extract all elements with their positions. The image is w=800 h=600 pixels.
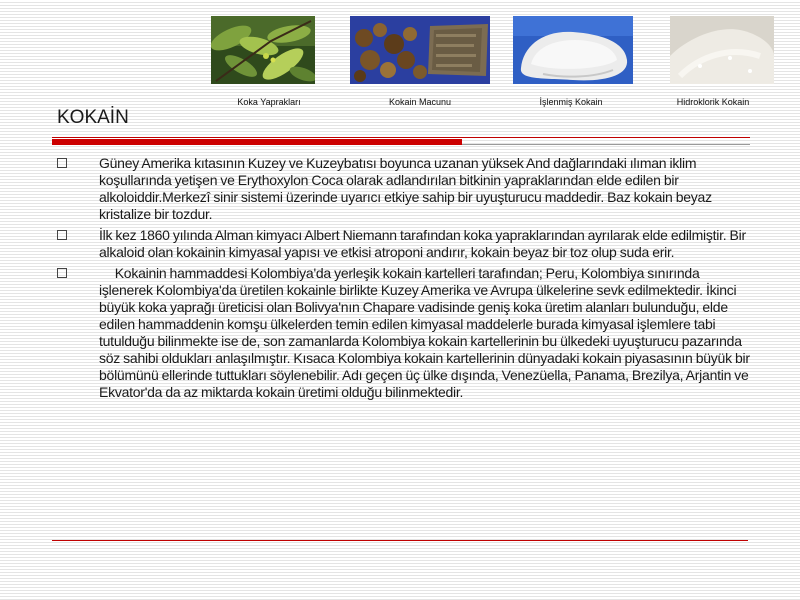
square-bullet-icon bbox=[57, 268, 67, 278]
cocaine-paste-image bbox=[350, 16, 490, 84]
coca-leaves-image bbox=[211, 16, 315, 84]
bullet-item bbox=[52, 155, 752, 223]
image-caption-cocaine-paste: Kokain Macunu bbox=[388, 97, 452, 107]
slide-title: KOKAİN bbox=[57, 107, 129, 128]
bullet-item bbox=[52, 265, 752, 401]
square-bullet-icon bbox=[57, 230, 67, 240]
title-rule-thin bbox=[52, 137, 750, 138]
footer-rule bbox=[52, 540, 748, 541]
bullet-text: İlk kez 1860 yılında Alman kimyacı Albert Niemann tarafından koka yapraklarından ayrılarak elde edilmiştir. Bir alkaloid olan kokainin kimyasal yapısı ve etkisi atroponi andırır, kokain beyaz bir toz olup suda erir. bbox=[99, 227, 750, 260]
bullet-text: Güney Amerika kıtasının Kuzey ve Kuzeybatısı boyunca uzanan yüksek And dağlarındaki ılıman iklim koşullarında yetişen ve Erythoxylon Coca olarak adlandırılan bitkinin yapraklarından elde edilen bir alkoloiddir.Merkezî sinir sistemi üzerinde uyarıcı etkiye sahip bir uyuşturucu maddedir. Baz kokain beyaz kristalize bir tozdur. bbox=[99, 155, 715, 222]
bullet-text: Kokainin hammaddesi Kolombiya'da yerleşik kokain kartelleri tarafından; Peru, Kolombiya sınırında işlenerek Kolombiya'da üretilen kokainle birlikte Kuzey Amerika ve Avrupa ülkelerine sevk edilmektedir. İkinci büyük koka yaprağı üreticisi olan Bolivya'nın Chapare vadisinde geniş koka üretim alanları bulunduğu, elde edilen hammaddenin komşu ülkelerden temin edilen kimyasal maddelerle burada kimyasal işlemlere tabi tutulduğu bilinmekte ise de, son zamanlarda Kolombiya kokain kartellerinin bu ülkedeki uyuşturucu pazarında söz sahibi oldukları anlaşılmıştır. Kısaca Kolombiya kokain kartellerinin dünyadaki kokain piyasasının büyük bir bölümünü ellerinde tuttukları söylenebilir. Adı geçen üç ülke dışında, Venezüella, Panama, Brezilya, Arjantin ve Ekvator'da da az miktarda kokain üretimi olduğu bilinmektedir. bbox=[99, 265, 753, 400]
cocaine-hydrochloride-image bbox=[670, 16, 774, 84]
square-bullet-icon bbox=[57, 158, 67, 168]
image-caption-cocaine-hydrochloride: Hidroklorik Kokain bbox=[676, 97, 750, 107]
processed-cocaine-photo-icon bbox=[513, 16, 633, 84]
cocaine-hydrochloride-photo-icon bbox=[670, 16, 774, 84]
coca-leaves-photo-icon bbox=[211, 16, 315, 84]
title-rule-gray bbox=[462, 144, 750, 145]
bullet-item bbox=[52, 227, 752, 261]
title-rule-thick bbox=[52, 139, 462, 145]
processed-cocaine-image bbox=[513, 16, 633, 84]
bullet-list bbox=[52, 155, 752, 405]
image-caption-processed-cocaine: İşlenmiş Kokain bbox=[539, 97, 603, 107]
cocaine-paste-photo-icon bbox=[350, 16, 490, 84]
image-caption-coca-leaves: Koka Yaprakları bbox=[237, 97, 301, 107]
